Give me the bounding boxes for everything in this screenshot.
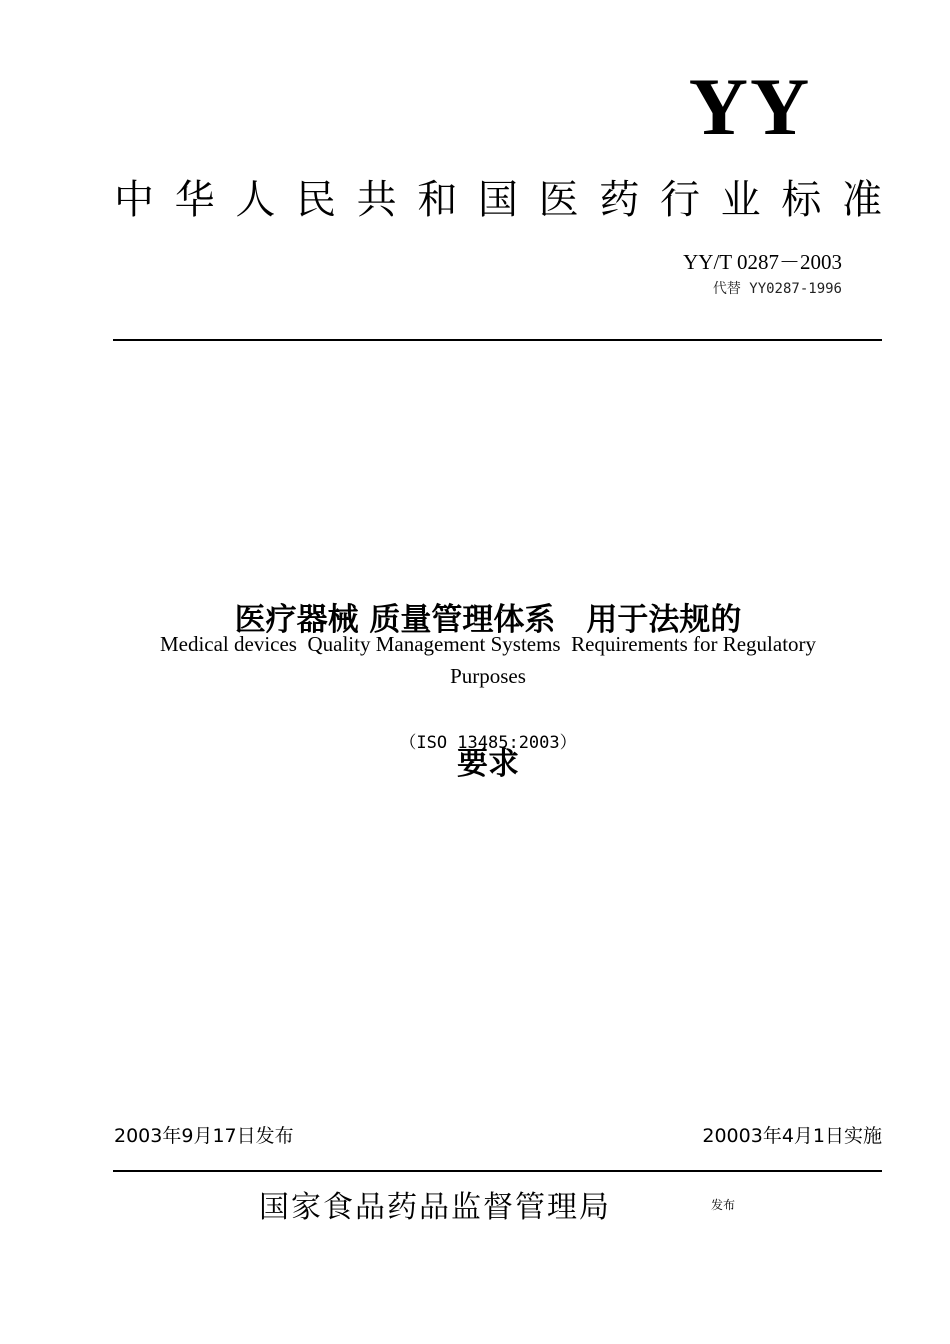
iso-reference: （ISO 13485:2003） bbox=[399, 733, 577, 753]
bottom-divider bbox=[113, 1170, 882, 1172]
document-title-en: Medical devices Quality Management Systems Requirements for Regulatory Purposes bbox=[159, 632, 822, 688]
publisher-suffix: 发布 bbox=[711, 1198, 736, 1212]
issue-date: 2003年9月17日发布 bbox=[114, 1125, 294, 1147]
replaces-standard: 代替 YY0287-1996 bbox=[712, 281, 842, 297]
top-divider bbox=[113, 339, 882, 341]
standard-category-title: 中华人民共和国医药行业标准 bbox=[114, 177, 882, 223]
publisher-name: 国家食品药品监督管理局 bbox=[259, 1190, 611, 1225]
standard-logo: YY bbox=[688, 61, 812, 152]
title-zh-line-2: 要求 bbox=[457, 746, 519, 782]
standard-number: YY/T 0287－2003 bbox=[683, 250, 842, 274]
title-zh-line-1: 医疗器械 质量管理体系 用于法规的 bbox=[234, 602, 742, 638]
implementation-date: 20003年4月1日实施 bbox=[702, 1125, 882, 1147]
